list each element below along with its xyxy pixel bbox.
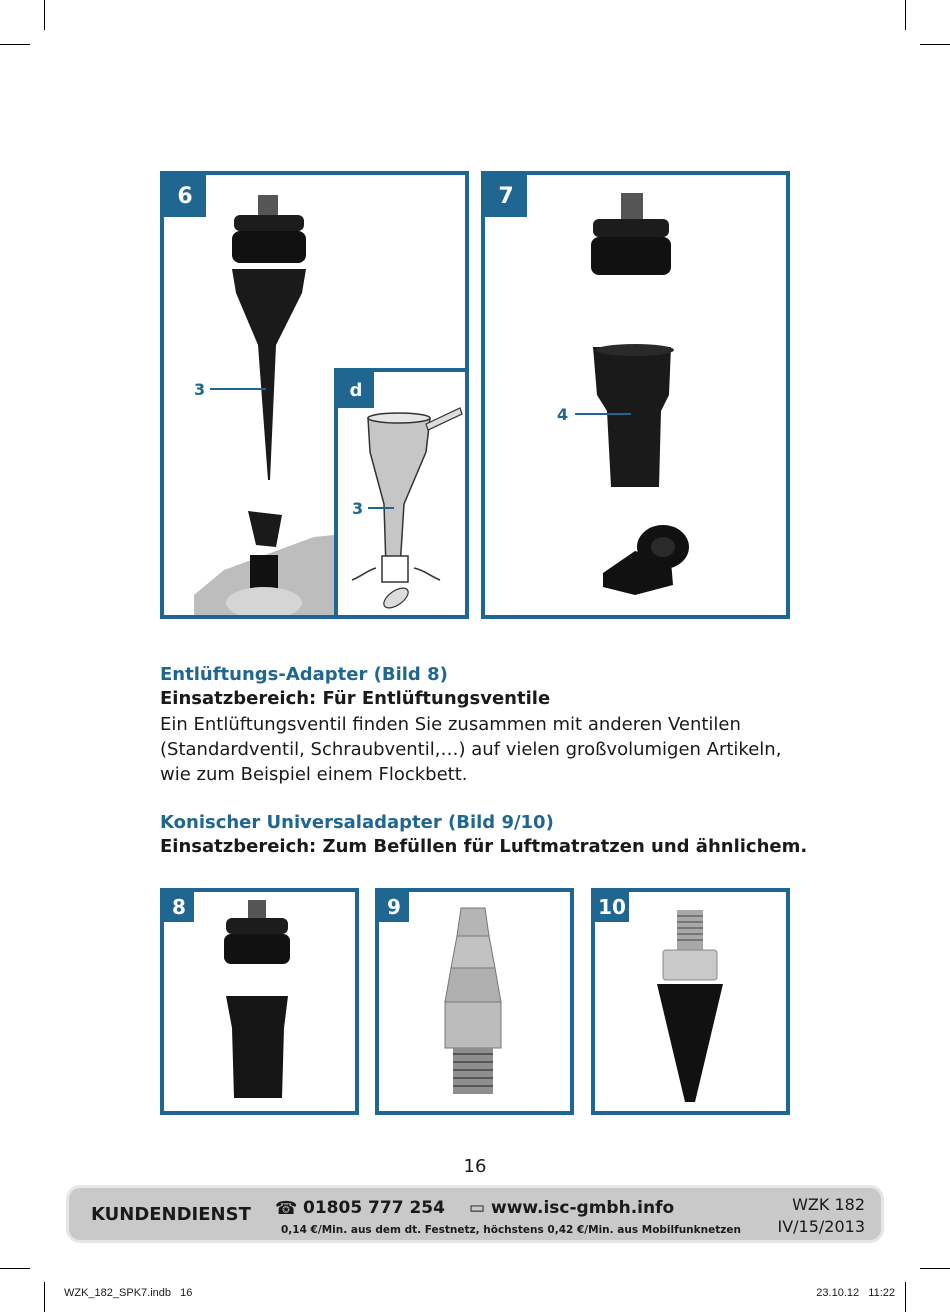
figure-9 <box>375 888 574 1115</box>
figure-badge: 7 <box>485 175 527 217</box>
callout-line <box>575 413 631 415</box>
crop-mark <box>920 44 950 45</box>
cone-adapter-image <box>595 892 786 1111</box>
figure-d-inset <box>334 368 469 619</box>
adapter-parts-image <box>485 175 786 615</box>
print-slug-date: 23.10.12 11:22 <box>816 1287 895 1299</box>
section-subtitle: Einsatzbereich: Zum Befüllen für Luftmatratzen und ähnlichem. <box>160 836 808 857</box>
figure-badge: 9 <box>379 892 409 922</box>
figure-badge: 10 <box>595 892 629 922</box>
section-subtitle: Einsatzbereich: Für Entlüftungsventile <box>160 688 551 709</box>
crop-mark <box>905 0 906 30</box>
model-number: WZK 182 <box>792 1195 865 1214</box>
callout-line <box>368 507 394 509</box>
service-label: KUNDENDIENST <box>91 1204 251 1225</box>
figure-badge: 6 <box>164 175 206 217</box>
customer-service-bar <box>66 1185 884 1243</box>
callout-line <box>210 388 266 390</box>
figure-8 <box>160 888 359 1115</box>
conical-adapter-image <box>379 892 570 1111</box>
section-body: Ein Entlüftungsventil finden Sie zusammen mit anderen Ventilen (Standardventil, Schraubventil,…) auf vielen großvolumigen Artikeln, wie zum Beispiel einem Flockbett. <box>160 714 782 785</box>
crop-mark <box>905 1282 906 1312</box>
part-callout: 3 <box>194 380 206 399</box>
section-title-universal-adapter: Konischer Universaladapter (Bild 9/10) <box>160 812 554 833</box>
crop-mark <box>0 44 30 45</box>
phone-number: 01805 777 254 <box>303 1198 445 1218</box>
version-code: IV/15/2013 <box>777 1217 865 1236</box>
crop-mark <box>44 0 45 30</box>
crop-mark <box>44 1282 45 1312</box>
figure-6 <box>160 171 469 619</box>
valve-diagram <box>338 372 465 619</box>
part-callout: 3 <box>352 499 364 518</box>
section-title-venting-adapter: Entlüftungs-Adapter (Bild 8) <box>160 664 448 685</box>
website <box>469 1198 674 1218</box>
print-slug-file: WZK_182_SPK7.indb 16 <box>64 1287 193 1299</box>
page-number: 16 <box>463 1156 487 1177</box>
figure-10 <box>591 888 790 1115</box>
phone-icon: ☎ <box>275 1198 298 1219</box>
model-info <box>777 1194 865 1238</box>
venting-adapter-image <box>164 892 355 1111</box>
figure-badge: 8 <box>164 892 194 922</box>
phone-rates: 0,14 €/Min. aus dem dt. Festnetz, höchstens 0,42 €/Min. aus Mobilfunknetzen <box>281 1224 741 1236</box>
crop-mark <box>0 1268 30 1269</box>
website-url: www.isc-gmbh.info <box>490 1198 675 1218</box>
figure-badge: d <box>338 372 374 408</box>
crop-mark <box>920 1268 950 1269</box>
figure-7 <box>481 171 790 619</box>
laptop-icon: ▭ <box>469 1198 491 1218</box>
part-callout: 4 <box>557 405 569 424</box>
